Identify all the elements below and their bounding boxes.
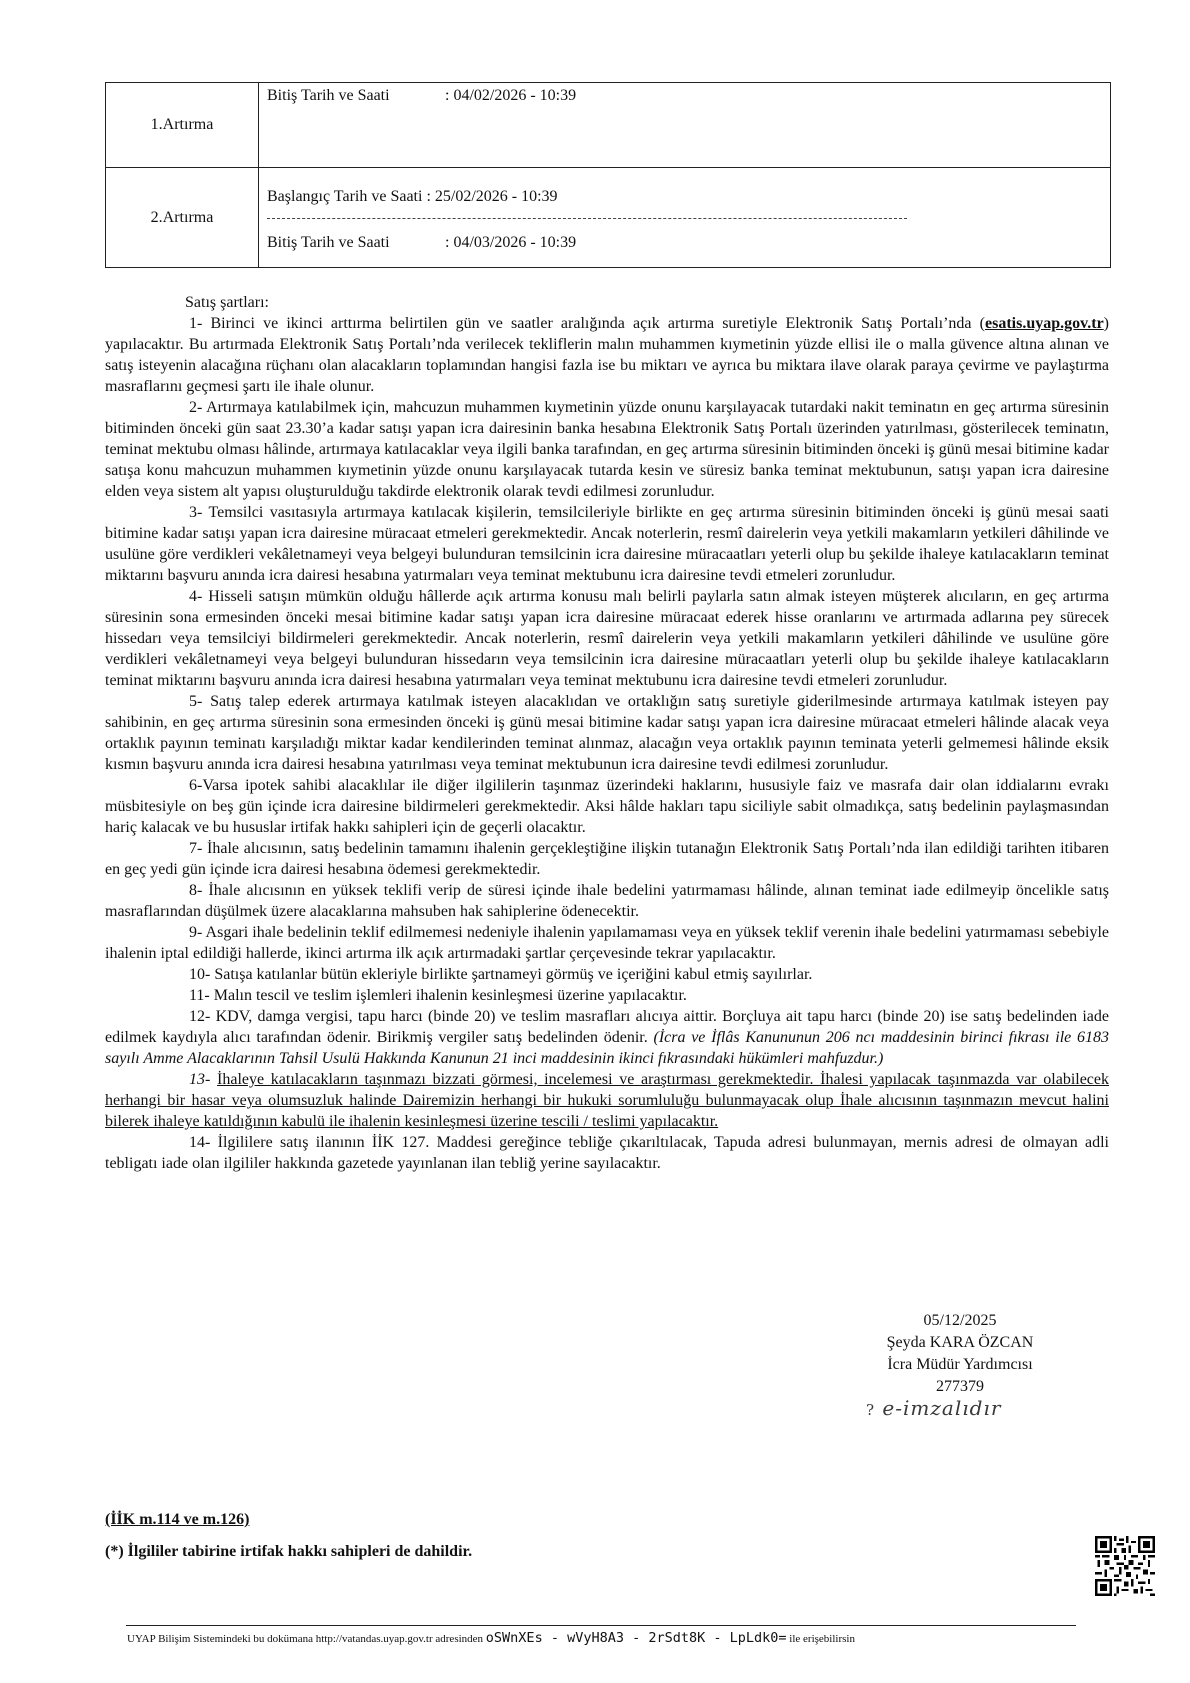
round-2-label: 2.Artırma [106,168,259,268]
signer-title: İcra Müdür Yardımcısı [887,1356,1033,1373]
condition-12: 12- KDV, damga vergisi, tapu harcı (binde 20) ve teslim masrafları alıcıya aittir. Borçluya ait tapu harcı (binde 20) ise satış bedelinden iade edilmek kaydıyla alıcı tarafından ödenir. Birikmiş vergiler satış bedelinden ödenir. (İcra ve İflâs Kanununun 206 ncı maddesinin birinci fıkrası ile 6183 sayılı Amme Alacaklarının Tahsil Usulü Hakkında Kanunun 21 inci maddesinin ikinci fıkrasındaki hükümleri mahfuzdur.) [105,1008,1110,1067]
condition-13: 13- İhaleye katılacakların taşınmazı bizzati görmesi, incelemesi ve araştırması gerekmektedir. İhalesi yapılacak taşınmazda var olabilecek herhangi bir hasar veya olumsuzluk halinde Dairemizin herhangi bir hukuki sorumluluğu bulunmayacak olup İhale alıcısının taşınmazın mevcut halini bilerek ihaleye katıldığının kabulü ile ihalenin kesinleşmesi üzerine tescili / teslimi yapılacaktır. [105,1071,1110,1130]
round-1-label: 1.Artırma [106,83,259,168]
condition-4: 4- Hisseli satışın mümkün olduğu hâllerde açık artırma konusu malı belirli paylarla satın almak isteyen müşterek alıcıların, en geç artırma süresinin sona ermesinden önceki mesai bitimine kadar satışı yapan icra dairesine müracaat ederek hisse oranlarını ve artırmada adlarına pey sürecek hissedarı veya temsilciyi bildirmeleri gerekmektedir. Ancak noterlerin, resmî dairelerin veya yetkili makamların yetkileri dâhilinde ve usulüne göre verdikleri vekâletnameyi veya belgeyi bulunduran hissedarın veya temsilcinin icra dairesine müracaatları yeterli olup bu şekilde ihaleye katılacakların teminat miktarını başvuru anında icra dairesi hesabına yatırmaları veya teminat mektubunu icra dairesine tevdi etmeleri zorunludur. [105,588,1109,689]
dashed-divider [267,218,907,219]
start-datetime-label: Başlangıç Tarih ve Saati [267,188,423,205]
signer-name: Şeyda KARA ÖZCAN [886,1334,1034,1351]
condition-5: 5- Satış talep ederek artırmaya katılmak isteyen alacaklıdan ve ortaklığın satış suretiyle giderilmesinde artırmaya katılmak isteyen pay sahibinin, en geç artırma süresinin sona ermesinden önceki iş günü mesai bitimine kadar satışı yapan icra dairesine müracaat etmeleri hâlinde alacak veya ortaklık payının teminatı karşıladığı miktar kadar kendilerinden teminat alınmaz, alacağın veya ortaklık payının teminata yeterli gelmemesi hâlinde eksik kısmın başvuru anında icra dairesi hesabına yatırılması veya teminat mektubunun icra dairesine tevdi edilmesi zorunludur. [105,693,1109,773]
condition-11: 11- Malın tescil ve teslim işlemleri ihalenin kesinleşmesi üzerine yapılacaktır. [189,987,687,1004]
sale-conditions [105,292,1109,1174]
end-datetime-value: : 04/03/2026 - 10:39 [445,234,577,251]
stakeholder-footnote: (*) İlgililer tabirine irtifak hakkı sahipleri de dahildir. [105,1543,473,1560]
condition-13-underlined: İhaleye katılacakların taşınmazı bizzati görmesi, incelemesi ve araştırması gerekmektedir. İhalesi yapılacak taşınmazda var olabilecek herhangi bir hasar veya olumsuzluk halinde Dairemizin herhangi bir hukuki sorumluluğu bulunmayacak olup İhale alıcısının taşınmazın mevcut halini bilerek ihaleye katıldığının kabulü ile ihalenin kesinleşmesi üzerine tescili / teslimi yapılacaktır. [105,1071,1110,1130]
condition-2: 2- Artırmaya katılabilmek için, mahcuzun muhammen kıymetinin yüzde onunu karşılayacak tutardaki nakit teminatın en geç artırma süresinin bitiminden önceki gün saat 23.30’a kadar satışı yapan icra dairesinin banka hesabına Elektronik Satış Portalı üzerinden yatırılması, gösterilecek teminatın, teminat mektubu olması hâlinde, artırmaya katılacaklar veya ilgili banka tarafından, en geç artırma süresinin bitiminden önceki iş günü mesai bitimine kadar satışa konu mahcuzun muhammen kıymetinin yüzde onunu karşılayacak tutarda kesin ve süresiz banka teminat mektubunun, satışı yapan icra dairesine elden veya sistem alt yapısı oluşturulduğu takdirde elektronik olarak tevdi edilmesi zorunludur. [105,399,1109,500]
e-signature-mark [866,1396,1001,1420]
condition-9: 9- Asgari ihale bedelinin teklif edilmemesi nedeniyle ihalenin yapılamaması veya en yüksek teklif verenin ihale bedelini yatırmaması sebebiyle ihalenin iptal edildiği hallerde, ikinci artırma ilk açık artırmadaki şartlar çerçevesinde tekrar yapılacaktır. [105,924,1109,962]
auction-row-1 [106,83,1111,168]
end-datetime-label: Bitiş Tarih ve Saati [267,87,390,104]
condition-8: 8- İhale alıcısının en yüksek teklifi verip de süresi içinde ihale bedelini yatırmaması hâlinde, alınan teminat iade edilmeyip öncelikle satış masraflarından düşülmek üzere alacaklarına mahsuben hak sahiplerine ödenecektir. [105,882,1109,920]
footer-divider [126,1625,1076,1626]
law-ref-footnote: (İİK m.114 ve m.126) [105,1511,250,1528]
end-datetime-value: : 04/02/2026 - 10:39 [445,87,577,104]
e-signature-text: e-imzalıdır [882,1396,1002,1420]
condition-1: 1- Birinci ve ikinci arttırma belirtilen gün ve saatler aralığında açık artırma suretiyle Elektronik Satış Portalı’nda (esatis.uyap.gov.tr) yapılacaktır. Bu artırmada Elektronik Satış Portalı’nda verilecek tekliflerin malın muhammen kıymetinin yüzde ellisi ile o malla güvence altına alınan ve satış isteyenin alacağına rüçhanı olan alacakların toplamından hangisi fazla ise bu miktarı ve ayrıca bu miktara ilave olarak paraya çevirme ve paylaştırma masraflarını geçmesi şartı ile ihale olunur. [105,315,1109,395]
end-datetime-label: Bitiş Tarih ve Saati [267,234,390,251]
qr-code-icon [1095,1536,1155,1596]
condition-7: 7- İhale alıcısının, satış bedelinin tamamını ihalenin gerçekleştiğine ilişkin tutanağın Elektronik Satış Portalı’nda ilan edildiği tarihten itibaren en geç yedi gün içinde icra dairesi hesabına ödemesi gerekmektedir. [105,840,1109,878]
auction-schedule-table [105,82,1111,268]
round-1-dates [259,83,1111,168]
law-reference-italic: (İcra ve İflâs Kanununun 206 ncı maddesinin birinci fıkrası ile 6183 sayılı Amme Alacaklarının Tahsil Usulü Hakkında Kanunun 21 inci maddesinin ikinci fıkrasındaki hükümleri mahfuzdur.) [105,1029,1110,1067]
signer-id: 277379 [936,1378,984,1395]
round-2-dates [259,168,1111,268]
signature-date: 05/12/2025 [923,1312,997,1329]
round-1-end [267,87,576,105]
condition-6: 6-Varsa ipotek sahibi alacaklılar ile diğer ilgililerin taşınmaz üzerindeki haklarını, hususiyle faiz ve masrafa dair olan iddialarını evrakı müsbitesiyle on beş gün içinde icra dairesine bildirmeleri gerekmektedir. Aksi hâlde hakları tapu siciliyle sabit olmadıkça, satış bedelinin paylaşmasından hariç kalacak ve bu hususlar irtifak hakkı sahipleri için de geçerli olacaktır. [105,777,1109,836]
footnotes [105,1504,472,1568]
footer-prefix: UYAP Bilişim Sistemindeki bu dokümana http://vatandas.uyap.gov.tr adresinden [127,1633,484,1645]
start-datetime-value: : 25/02/2026 - 10:39 [426,188,558,205]
conditions-heading: Satış şartları: [185,294,269,311]
condition-14: 14- İlgililere satış ilanının İİK 127. Maddesi gereğince tebliğe çıkarıltılacak, Tapuda adresi bulunmayan, mernis adresi de olmayan adli tebligatı iade olan ilgililer hakkında gazetede yayınlanan ilan tebliğ yerine sayılacaktır. [105,1134,1109,1172]
round-2-end [267,234,576,252]
condition-3: 3- Temsilci vasıtasıyla artırmaya katılacak kişilerin, temsilcileriyle birlikte en geç artırma süresinin bitiminden önceki iş günü mesai saati bitimine kadar satışı yapan icra dairesine müracaat etmeleri gerekmektedir. Ancak noterlerin, resmî dairelerin veya yetkili makamların yetkileri dâhilinde ve usulüne göre verdikleri vekâletnameyi veya belgeyi bulunduran temsilcinin icra dairesine müracaatları yeterli olup bu şekilde ihaleye katılacakların teminat miktarını başvuru anında icra dairesi hesabına yatırmaları veya teminat mektubunu icra dairesine tevdi etmeleri zorunludur. [105,504,1109,584]
footer-verification [127,1628,855,1649]
footer-suffix: ile erişebilirsin [789,1633,855,1645]
condition-10: 10- Satışa katılanlar bütün ekleriyle birlikte şartnameyi görmüş ve içeriğini kabul etmiş sayılırlar. [189,966,813,983]
round-2-start [267,188,558,206]
verification-code: oSWnXEs - wVyH8A3 - 2rSdt8K - LpLdk0= [485,1630,787,1646]
question-mark-icon: ? [866,1401,876,1419]
signature-block [860,1310,1060,1398]
auction-row-2 [106,168,1111,268]
esatis-link[interactable]: esatis.uyap.gov.tr [985,315,1104,332]
